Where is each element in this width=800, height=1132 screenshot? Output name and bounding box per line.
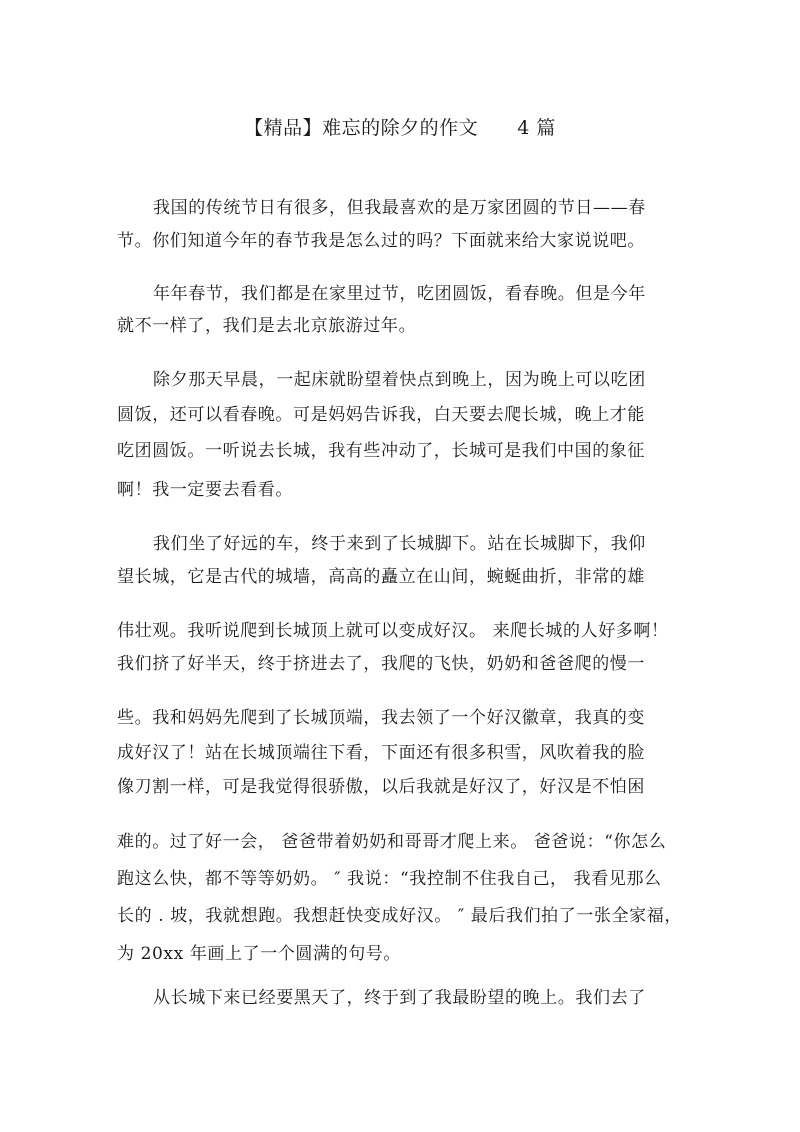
document-title: 【精品】难忘的除夕的作文 4 篇 — [244, 117, 556, 139]
text-line-17: 跑这么快，都不等等奶奶。 ″ 我说：“我控制不住我自己， 我看见那么 — [117, 869, 662, 889]
text-line-10: 望长城，它是古代的城墙，高高的矗立在山间，蜿蜒曲折，非常的雄 — [117, 567, 645, 587]
text-line-3: 年年春节，我们都是在家里过节，吃团圆饭，看春晚。但是今年 — [153, 284, 646, 304]
text-line-11: 伟壮观。我听说爬到长城顶上就可以变成好汉。 来爬长城的人好多啊！ — [117, 621, 669, 641]
text-line-15: 像刀割一样，可是我觉得很骄傲，以后我就是好汉了，好汉是不怕困 — [117, 777, 645, 797]
text-line-18: 长的 . 坡，我就想跑。我想赶快变成好汉。 ″ 最后我们拍了一张全家福， — [117, 906, 682, 926]
text-line-6: 圆饭，还可以看春晚。可是妈妈告诉我，白天要去爬长城，晚上才能 — [117, 405, 645, 425]
text-line-1: 我国的传统节日有很多，但我最喜欢的是万家团圆的节日——春 — [153, 198, 646, 218]
text-line-19: 为 20xx 年画上了一个圆满的句号。 — [117, 944, 402, 964]
text-line-2: 节。你们知道今年的春节我是怎么过的吗？下面就来给大家说说吧。 — [117, 231, 645, 251]
text-line-5: 除夕那天早晨，一起床就盼望着快点到晚上，因为晚上可以吃团 — [153, 370, 646, 390]
text-line-14: 成好汉了！站在长城顶端往下看，下面还有很多积雪，风吹着我的脸 — [117, 743, 645, 763]
text-line-4: 就不一样了，我们是去北京旅游过年。 — [117, 316, 417, 336]
text-line-9: 我们坐了好远的车，终于来到了长城脚下。站在长城脚下，我仰 — [153, 534, 646, 554]
text-line-13: 些。我和妈妈先爬到了长城顶端，我去领了一个好汉徽章，我真的变 — [117, 708, 645, 728]
text-line-20: 从长城下来已经要黑天了，终于到了我最盼望的晚上。我们去了 — [153, 988, 646, 1008]
text-line-7: 吃团圆饭。一听说去长城，我有些冲动了，长城可是我们中国的象征 — [117, 441, 645, 461]
text-line-8: 啊！我一定要去看看。 — [117, 480, 293, 500]
text-line-12: 我们挤了好半天，终于挤进去了，我爬的飞快，奶奶和爸爸爬的慢一 — [117, 654, 645, 674]
text-line-16: 难的。过了好一会， 爸爸带着奶奶和哥哥才爬上来。 爸爸说：“你怎么 — [117, 832, 667, 852]
